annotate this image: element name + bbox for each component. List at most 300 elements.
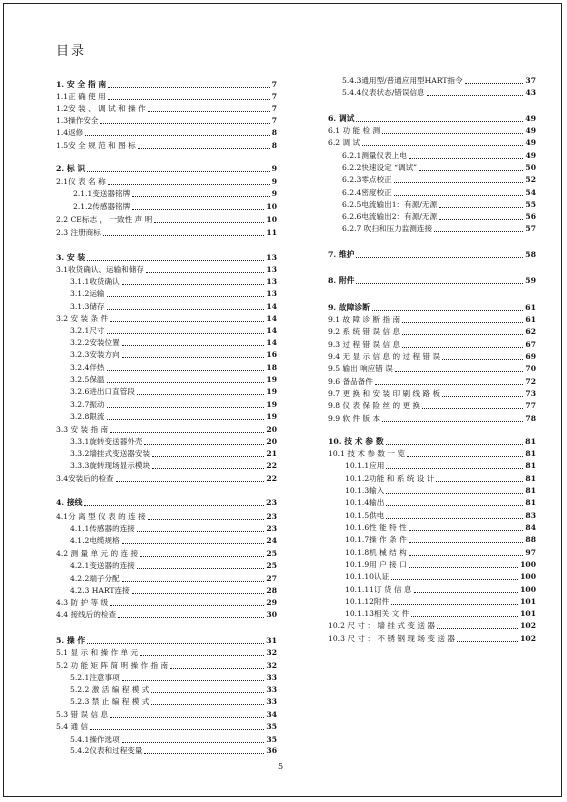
toc-entry-label: 9.5 输出 响应错 误: [328, 364, 393, 373]
toc-entry-page: 20: [266, 437, 277, 446]
toc-entry-label: 5.2.3 禁 止 编 程 模 式: [70, 697, 150, 706]
toc-entry[interactable]: [328, 314, 536, 325]
toc-leader-dots: [144, 444, 264, 445]
page-number: 5: [278, 762, 284, 771]
toc-entry[interactable]: [56, 709, 277, 720]
toc-entry-label: 9.9 软 件 版 本: [328, 414, 381, 423]
toc-entry-label: 10.3 尺 寸 ： 不 锈 钢 现 场 变 送 器: [328, 634, 455, 643]
toc-entry[interactable]: [56, 660, 277, 671]
toc-entry-page: 81: [525, 461, 536, 470]
toc-entry[interactable]: [345, 596, 536, 607]
toc-entry[interactable]: [328, 351, 536, 362]
toc-leader-dots: [148, 111, 270, 112]
toc-entry-label: 3.1.1收货确认: [70, 277, 120, 286]
toc-entry-page: 13: [266, 289, 277, 298]
toc-entry-label: 9.3 过 程 错 误 信 息: [328, 340, 401, 349]
toc-leader-dots: [116, 481, 265, 482]
toc-entry[interactable]: [56, 597, 277, 608]
toc-entry-page: 13: [266, 265, 277, 274]
page-title: 目录: [56, 44, 87, 59]
toc-entry-page: 10: [266, 202, 277, 211]
toc-entry-label: 9.4 无 显 示 信 息 的 过 程 错 误: [328, 352, 441, 361]
toc-entry[interactable]: [345, 485, 536, 496]
toc-leader-dots: [90, 729, 264, 730]
toc-entry-label: 6.2 调 试: [328, 138, 361, 147]
toc-leader-dots: [140, 556, 264, 557]
toc-leader-dots: [122, 357, 265, 358]
toc-leader-dots: [144, 753, 264, 754]
toc-entry[interactable]: [70, 362, 277, 373]
toc-entry[interactable]: [56, 511, 277, 522]
toc-entry[interactable]: [342, 162, 536, 173]
toc-leader-dots: [151, 704, 264, 705]
toc-entry[interactable]: [328, 113, 536, 124]
toc-leader-dots: [107, 419, 265, 420]
toc-leader-dots: [395, 371, 524, 372]
toc-leader-dots: [386, 518, 523, 519]
toc-entry-page: 81: [525, 449, 536, 458]
toc-entry-label: 3.3.1旋转变送器外壳: [70, 437, 143, 446]
toc-leader-dots: [122, 742, 265, 743]
toc-entry-page: 58: [525, 250, 536, 259]
toc-entry-label: 1.4返修: [56, 128, 84, 137]
toc-entry[interactable]: [56, 548, 277, 559]
toc-leader-dots: [151, 692, 264, 693]
toc-leader-dots: [427, 95, 524, 96]
toc-entry-label: 10.1.13相关 文 件: [345, 609, 410, 618]
toc-entry[interactable]: [345, 522, 536, 533]
toc-entry-page: 7: [271, 92, 277, 101]
toc-entry-page: 56: [525, 212, 536, 221]
toc-entry-page: 100: [520, 585, 536, 594]
toc-entry-label: 2.1仪 表 名 称: [56, 177, 106, 186]
toc-entry-label: 3. 安 装: [56, 253, 86, 262]
toc-entry[interactable]: [345, 608, 536, 619]
toc-entry-label: 4.2.1变送器的连接: [70, 561, 135, 570]
toc-leader-dots: [84, 505, 264, 506]
toc-leader-dots: [465, 83, 524, 84]
toc-entry-label: 5.2.1注意事项: [70, 673, 120, 682]
toc-entry[interactable]: [328, 249, 536, 260]
toc-leader-dots: [100, 123, 269, 124]
toc-entry[interactable]: [345, 473, 536, 484]
toc-entry-label: 10.1.11订 货 信 息: [345, 585, 412, 594]
toc-entry[interactable]: [70, 672, 277, 683]
toc-entry-page: 73: [525, 389, 536, 398]
toc-entry-label: 2.1.2传感器铭牌: [73, 202, 131, 211]
toc-entry-label: 4.3 防 护 等 级: [56, 598, 109, 607]
toc-entry-page: 57: [525, 224, 536, 233]
toc-leader-dots: [386, 468, 523, 469]
toc-entry[interactable]: [345, 510, 536, 521]
toc-entry-label: 3.2.7振动: [70, 400, 105, 409]
toc-leader-dots: [152, 456, 264, 457]
toc-leader-dots: [87, 260, 264, 261]
toc-entry-label: 6.2.3零点校正: [342, 175, 392, 184]
toc-entry-page: 23: [266, 498, 277, 507]
toc-entry-label: 1.2安 装 、 调 试 和 操 作: [56, 104, 146, 113]
toc-entry[interactable]: [345, 559, 536, 570]
toc-entry[interactable]: [70, 386, 277, 397]
toc-entry[interactable]: [342, 187, 536, 198]
toc-entry-page: 13: [266, 277, 277, 286]
toc-entry[interactable]: [70, 349, 277, 360]
toc-entry-label: 6.2.6电流输出2：有源/无源: [342, 212, 438, 221]
toc-entry-page: 78: [525, 414, 536, 423]
toc-entry[interactable]: [56, 473, 277, 484]
toc-entry-page: 19: [266, 400, 277, 409]
toc-leader-dots: [391, 604, 518, 605]
toc-entry-label: 6. 调试: [328, 114, 355, 123]
toc-entry[interactable]: [328, 326, 536, 337]
toc-entry[interactable]: [342, 75, 536, 86]
toc-leader-dots: [394, 195, 524, 196]
toc-entry-label: 10.1.9用 户 接 口: [345, 560, 407, 569]
toc-entry-page: 81: [525, 498, 536, 507]
toc-leader-dots: [356, 257, 523, 258]
toc-leader-dots: [386, 493, 523, 494]
toc-entry-page: 14: [266, 338, 277, 347]
toc-leader-dots: [386, 444, 524, 445]
toc-entry-label: 5.4.4仪表状态/错误信息: [342, 88, 425, 97]
toc-entry-page: 16: [266, 350, 277, 359]
toc-entry-page: 13: [266, 253, 277, 262]
toc-entry[interactable]: [342, 150, 536, 161]
toc-entry-label: 1. 安 全 指 南: [56, 80, 107, 89]
toc-entry-label: 10.2 尺 寸 ： 墙 挂 式 变 送 器: [328, 621, 435, 630]
toc-entry-label: 4.1.1传感器的连接: [70, 524, 135, 533]
toc-entry[interactable]: [56, 176, 277, 187]
toc-entry[interactable]: [70, 399, 277, 410]
toc-entry[interactable]: [70, 460, 277, 471]
toc-leader-dots: [87, 171, 269, 172]
toc-entry-page: 49: [525, 114, 536, 123]
toc-entry[interactable]: [70, 684, 277, 695]
toc-leader-dots: [442, 396, 523, 397]
toc-entry[interactable]: [70, 337, 277, 348]
toc-entry-page: 19: [266, 412, 277, 421]
toc-entry-label: 2. 标 识: [56, 164, 86, 173]
toc-entry-label: 3.1.2运输: [70, 289, 105, 298]
toc-entry-page: 18: [266, 363, 277, 372]
toc-entry-page: 24: [266, 536, 277, 545]
toc-entry-label: 1.1正 确 使 用: [56, 92, 106, 101]
toc-entry-page: 9: [271, 177, 277, 186]
toc-entry-label: 3.1收货确认、运输和储存: [56, 265, 145, 274]
toc-entry-page: 102: [520, 621, 536, 630]
toc-entry[interactable]: [56, 647, 277, 658]
toc-entry-page: 50: [525, 163, 536, 172]
toc-entry-label: 3.1.3储存: [70, 302, 105, 311]
toc-entry[interactable]: [345, 534, 536, 545]
toc-leader-dots: [154, 222, 264, 223]
toc-entry-label: 3.4安装后的检查: [56, 474, 114, 483]
toc-entry[interactable]: [56, 264, 277, 275]
toc-entry-label: 10.1.1应用: [345, 461, 385, 470]
toc-leader-dots: [409, 555, 524, 556]
toc-entry[interactable]: [328, 413, 536, 424]
toc-entry[interactable]: [70, 560, 277, 571]
toc-entry-page: 77: [525, 401, 536, 410]
toc-leader-dots: [110, 717, 264, 718]
toc-entry-label: 10.1.4输出: [345, 498, 385, 507]
toc-entry[interactable]: [56, 609, 277, 620]
toc-entry[interactable]: [328, 436, 536, 447]
toc-entry-label: 3.2.2安装位置: [70, 338, 120, 347]
toc-leader-dots: [122, 284, 265, 285]
toc-entry[interactable]: [70, 276, 277, 287]
toc-leader-dots: [108, 184, 270, 185]
toc-entry-label: 4.1分 离 型 仪 表 的 连 接: [56, 512, 146, 521]
toc-entry-page: 7: [271, 116, 277, 125]
toc-entry-label: 10.1.7操 作 条 件: [345, 535, 407, 544]
toc-leader-dots: [137, 394, 265, 395]
toc-entry-label: 10.1.6性 能 特 性: [345, 523, 407, 532]
toc-entry-page: 22: [266, 461, 277, 470]
toc-entry[interactable]: [328, 633, 536, 644]
toc-entry-page: 62: [525, 327, 536, 336]
toc-entry[interactable]: [342, 174, 536, 185]
toc-entry[interactable]: [345, 460, 536, 471]
toc-entry[interactable]: [70, 573, 277, 584]
toc-entry[interactable]: [328, 275, 536, 286]
toc-entry-page: 59: [525, 276, 536, 285]
toc-entry[interactable]: [56, 721, 277, 732]
toc-entry[interactable]: [70, 436, 277, 447]
toc-entry[interactable]: [345, 497, 536, 508]
toc-entry[interactable]: [345, 547, 536, 558]
toc-entry-page: 100: [520, 560, 536, 569]
toc-entry-page: 54: [525, 188, 536, 197]
toc-entry-page: 37: [525, 76, 536, 85]
toc-entry-label: 8. 附件: [328, 276, 355, 285]
toc-entry-page: 81: [525, 437, 536, 446]
toc-entry[interactable]: [328, 339, 536, 350]
toc-entry-label: 10.1.10认证: [345, 572, 390, 581]
toc-entry-page: 20: [266, 425, 277, 434]
toc-leader-dots: [375, 384, 524, 385]
toc-entry[interactable]: [342, 211, 536, 222]
toc-entry-page: 9: [271, 164, 277, 173]
toc-entry-page: 33: [266, 697, 277, 706]
toc-entry-label: 2.2 CE标志 ， 一致性 声 明: [56, 215, 153, 224]
toc-entry[interactable]: [56, 115, 277, 126]
toc-entry[interactable]: [328, 376, 536, 387]
toc-leader-dots: [122, 581, 265, 582]
toc-entry[interactable]: [56, 313, 277, 324]
toc-entry[interactable]: [70, 734, 277, 745]
toc-leader-dots: [411, 616, 518, 617]
toc-leader-dots: [108, 99, 270, 100]
toc-entry[interactable]: [70, 523, 277, 534]
toc-entry-label: 2.1.1变送器铭牌: [73, 189, 131, 198]
toc-leader-dots: [356, 283, 523, 284]
toc-entry-label: 1.3操作安全: [56, 116, 99, 125]
toc-entry[interactable]: [328, 137, 536, 148]
toc-entry-page: 101: [520, 597, 536, 606]
toc-entry[interactable]: [70, 374, 277, 385]
toc-entry-page: 55: [525, 200, 536, 209]
toc-entry[interactable]: [328, 302, 536, 313]
toc-entry-label: 6.2.4密度校正: [342, 188, 392, 197]
toc-entry[interactable]: [56, 227, 277, 238]
toc-leader-dots: [107, 296, 265, 297]
toc-leader-dots: [140, 655, 264, 656]
toc-leader-dots: [146, 272, 264, 273]
toc-leader-dots: [110, 605, 264, 606]
toc-entry-page: 100: [520, 572, 536, 581]
toc-entry-label: 7. 维护: [328, 250, 355, 259]
toc-entry-page: 8: [271, 141, 277, 150]
toc-leader-dots: [356, 121, 523, 122]
toc-leader-dots: [110, 321, 264, 322]
toc-entry-page: 101: [520, 609, 536, 618]
toc-leader-dots: [457, 641, 518, 642]
toc-entry-page: 49: [525, 151, 536, 160]
toc-leader-dots: [422, 408, 523, 409]
toc-entry-page: 32: [266, 648, 277, 657]
toc-entry-page: 32: [266, 661, 277, 670]
toc-entry-page: 23: [266, 524, 277, 533]
toc-leader-dots: [87, 643, 264, 644]
toc-entry-label: 10. 技 术 参 数: [328, 437, 384, 446]
toc-leader-dots: [386, 505, 523, 506]
toc-entry-page: 88: [525, 535, 536, 544]
toc-entry[interactable]: [328, 400, 536, 411]
toc-entry[interactable]: [56, 140, 277, 151]
toc-entry[interactable]: [342, 87, 536, 98]
toc-entry-page: 81: [525, 486, 536, 495]
toc-entry[interactable]: [56, 163, 277, 174]
toc-entry-page: 83: [525, 511, 536, 520]
toc-entry-label: 9.8 仪 表 保 险 丝 的 更 换: [328, 401, 421, 410]
toc-entry[interactable]: [345, 584, 536, 595]
toc-entry-label: 3.3.2墙挂式变送器安装: [70, 449, 151, 458]
toc-entry-page: 14: [266, 314, 277, 323]
toc-entry-label: 10.1.8机 械 结 构: [345, 548, 407, 557]
toc-entry-label: 3.2.8限流: [70, 412, 105, 421]
toc-leader-dots: [437, 628, 518, 629]
toc-entry[interactable]: [73, 188, 277, 199]
toc-entry-label: 9.6 备品备件: [328, 377, 373, 386]
toc-entry-label: 10.1.3输入: [345, 486, 385, 495]
toc-entry-page: 8: [271, 128, 277, 137]
toc-entry[interactable]: [328, 125, 536, 136]
toc-leader-dots: [439, 207, 523, 208]
toc-entry-label: 6.2.2快速设定 “调试”: [342, 163, 418, 172]
toc-entry[interactable]: [70, 301, 277, 312]
toc-entry[interactable]: [73, 201, 277, 212]
toc-entry-page: 22: [266, 474, 277, 483]
toc-entry-label: 4.2.2端子分配: [70, 574, 120, 583]
toc-entry[interactable]: [56, 127, 277, 138]
toc-entry-page: 43: [525, 88, 536, 97]
toc-entry[interactable]: [345, 571, 536, 582]
toc-leader-dots: [419, 170, 523, 171]
toc-entry-label: 6.1 功 能 检 测: [328, 126, 381, 135]
toc-leader-dots: [132, 593, 265, 594]
toc-entry[interactable]: [70, 288, 277, 299]
toc-entry[interactable]: [342, 199, 536, 210]
toc-entry-label: 3.2.5保温: [70, 375, 105, 384]
toc-entry-page: 52: [525, 175, 536, 184]
toc-entry[interactable]: [70, 585, 277, 596]
toc-entry-page: 35: [266, 735, 277, 744]
toc-entry[interactable]: [70, 448, 277, 459]
toc-entry[interactable]: [70, 745, 277, 756]
toc-entry[interactable]: [56, 497, 277, 508]
toc-leader-dots: [122, 345, 265, 346]
toc-entry-page: 25: [266, 561, 277, 570]
toc-entry-label: 5. 操 作: [56, 636, 86, 645]
toc-leader-dots: [434, 231, 523, 232]
toc-entry-page: 49: [525, 126, 536, 135]
toc-entry[interactable]: [56, 91, 277, 102]
toc-entry-label: 3.2.1尺寸: [70, 326, 105, 335]
toc-leader-dots: [118, 617, 264, 618]
toc-entry[interactable]: [328, 363, 536, 374]
toc-entry-page: 21: [266, 449, 277, 458]
toc-entry-label: 6.2.7 吹扫和压力监测连接: [342, 224, 433, 233]
toc-entry-label: 4.1.2电缆规格: [70, 536, 120, 545]
toc-entry-label: 5.4 通 信: [56, 722, 89, 731]
toc-entry[interactable]: [56, 214, 277, 225]
toc-entry[interactable]: [70, 411, 277, 422]
toc-entry-label: 3.2 安 装 条 件: [56, 314, 109, 323]
toc-entry-label: 9.2 系 统 错 误 信 息: [328, 327, 401, 336]
toc-entry[interactable]: [56, 635, 277, 646]
toc-entry-label: 5.4.3通用型/普通应用型HART指令: [342, 76, 463, 85]
toc-leader-dots: [409, 542, 524, 543]
toc-leader-dots: [442, 359, 523, 360]
toc-entry[interactable]: [342, 223, 536, 234]
toc-entry[interactable]: [70, 325, 277, 336]
toc-entry[interactable]: [56, 424, 277, 435]
toc-entry[interactable]: [328, 388, 536, 399]
toc-entry[interactable]: [328, 620, 536, 631]
toc-entry-page: 14: [266, 326, 277, 335]
toc-leader-dots: [108, 87, 269, 88]
toc-entry-page: 67: [525, 340, 536, 349]
toc-entry-page: 72: [525, 377, 536, 386]
toc-leader-dots: [409, 530, 524, 531]
toc-entry-page: 33: [266, 685, 277, 694]
toc-leader-dots: [107, 382, 265, 383]
toc-entry-page: 34: [266, 710, 277, 719]
toc-entry[interactable]: [328, 448, 536, 459]
toc-leader-dots: [362, 145, 523, 146]
toc-entry-page: 30: [266, 610, 277, 619]
toc-leader-dots: [409, 158, 524, 159]
toc-leader-dots: [402, 334, 523, 335]
toc-entry-label: 10.1.5供电: [345, 511, 385, 520]
toc-entry[interactable]: [56, 103, 277, 114]
toc-entry[interactable]: [56, 79, 277, 90]
toc-leader-dots: [122, 680, 265, 681]
toc-entry[interactable]: [70, 696, 277, 707]
toc-leader-dots: [107, 407, 265, 408]
toc-entry-page: 81: [525, 474, 536, 483]
toc-entry-page: 27: [266, 574, 277, 583]
toc-entry-page: 25: [266, 549, 277, 558]
toc-leader-dots: [85, 135, 269, 136]
toc-leader-dots: [110, 432, 264, 433]
toc-entry-page: 7: [271, 104, 277, 113]
toc-entry[interactable]: [70, 535, 277, 546]
toc-entry-label: 4.2.3 HART连接: [70, 586, 130, 595]
toc-entry-label: 10.1 技 术 参 数 一 览: [328, 449, 405, 458]
toc-entry[interactable]: [56, 252, 277, 263]
